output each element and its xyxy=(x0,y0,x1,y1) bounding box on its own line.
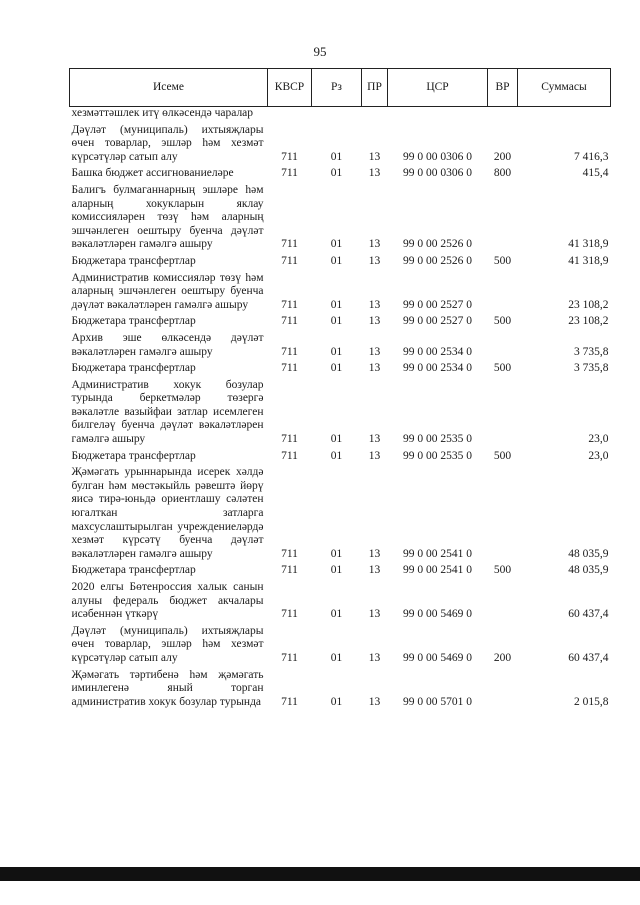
row-pr-cell: 13 xyxy=(368,238,381,251)
row-kvsr-cell: 711 xyxy=(281,564,298,577)
row-name-cell: Бюджетара трансфертлар xyxy=(71,254,196,267)
row-kvsr-cell: 711 xyxy=(281,345,298,358)
row-pr-cell: 13 xyxy=(368,608,381,621)
row-csr-cell: 99 0 00 0306 0 xyxy=(403,150,472,163)
header-sum: Суммасы xyxy=(518,69,611,107)
row-rz-cell: 01 xyxy=(330,651,343,664)
row-kvsr-cell: 711 xyxy=(281,651,298,664)
table-row xyxy=(70,332,611,362)
table-row xyxy=(70,124,611,168)
table-row xyxy=(70,315,611,332)
table-row xyxy=(70,184,611,255)
row-vr-cell xyxy=(488,466,518,564)
table-row xyxy=(70,564,611,581)
row-sum-cell: 23 108,2 xyxy=(568,298,609,311)
row-rz-cell: 01 xyxy=(330,167,343,180)
row-sum-cell: 3 735,8 xyxy=(574,345,609,358)
row-csr-cell: 99 0 00 2526 0 xyxy=(403,238,472,251)
row-vr-cell: 500 xyxy=(493,315,512,328)
table-row xyxy=(70,167,611,184)
row-csr-cell: 99 0 00 2534 0 xyxy=(403,362,472,375)
row-vr-cell: 500 xyxy=(493,449,512,462)
row-csr-cell: 99 0 00 2535 0 xyxy=(403,449,472,462)
row-sum-cell: 41 318,9 xyxy=(568,254,609,267)
row-csr-cell: 99 0 00 0306 0 xyxy=(403,167,472,180)
row-rz-cell: 01 xyxy=(330,345,343,358)
row-pr-cell: 13 xyxy=(368,362,381,375)
table-row xyxy=(70,466,611,564)
row-pr-cell: 13 xyxy=(368,547,381,560)
row-kvsr-cell: 711 xyxy=(281,362,298,375)
row-csr-cell: 99 0 00 2541 0 xyxy=(403,564,472,577)
row-kvsr-cell: 711 xyxy=(281,298,298,311)
table-row xyxy=(70,362,611,379)
row-sum-cell: 7 416,3 xyxy=(574,150,609,163)
row-rz-cell: 01 xyxy=(330,608,343,621)
row-vr-cell: 800 xyxy=(493,167,512,180)
table-row xyxy=(70,272,611,316)
row-kvsr-cell: 711 xyxy=(281,449,298,462)
header-csr: ЦСР xyxy=(388,69,488,107)
row-csr-cell xyxy=(388,107,488,124)
row-name-cell: Башка бюджет ассигнованиеләре xyxy=(71,167,234,180)
row-csr-cell: 99 0 00 5469 0 xyxy=(403,608,472,621)
row-sum-cell: 60 437,4 xyxy=(568,608,609,621)
header-kvsr: КВСР xyxy=(268,69,312,107)
row-name-cell: Административ комиссияләр төзү һәм аларның эшчәнлеген оештыру буенча дәүләт вәкаләтләрен гамәлгә ашыру xyxy=(71,271,264,311)
row-rz-cell: 01 xyxy=(330,315,343,328)
row-rz-cell: 01 xyxy=(330,564,343,577)
row-sum-cell: 3 735,8 xyxy=(574,362,609,375)
row-csr-cell: 99 0 00 2527 0 xyxy=(403,298,472,311)
row-kvsr-cell: 711 xyxy=(281,547,298,560)
row-sum-cell: 23,0 xyxy=(588,433,609,446)
row-kvsr-cell: 711 xyxy=(281,608,298,621)
row-pr-cell: 13 xyxy=(368,150,381,163)
row-csr-cell: 99 0 00 2526 0 xyxy=(403,254,472,267)
header-pr: ПР xyxy=(362,69,388,107)
row-vr-cell xyxy=(488,379,518,450)
row-vr-cell: 200 xyxy=(493,651,512,664)
row-kvsr-cell: 711 xyxy=(281,254,298,267)
row-sum-cell: 2 015,8 xyxy=(574,695,609,708)
row-csr-cell: 99 0 00 2527 0 xyxy=(403,315,472,328)
row-rz-cell: 01 xyxy=(330,547,343,560)
row-csr-cell: 99 0 00 5469 0 xyxy=(403,651,472,664)
row-sum-cell xyxy=(518,107,611,124)
row-name-cell: Дәүләт (муниципаль) ихтыяҗлары өчен товарлар, эшләр һәм хезмәт күрсәтүләр сатып алу xyxy=(71,123,264,163)
row-name-cell: Җәмәгать тәртибенә һәм җәмәгать иминлегенә яный торган административ хокук бозулар турында xyxy=(71,668,264,708)
row-name-cell: Административ хокук бозулар турында беркетмәләр төзергә вәкаләтле вазыйфаи затлар исемлеген билгеләү буенча дәүләт вәкаләтләрен гамәлгә ашыру xyxy=(71,378,264,446)
row-sum-cell: 415,4 xyxy=(582,167,609,180)
row-sum-cell: 60 437,4 xyxy=(568,651,609,664)
budget-table xyxy=(69,68,611,712)
row-rz-cell: 01 xyxy=(330,449,343,462)
table-header-row xyxy=(70,69,611,107)
row-pr-cell: 13 xyxy=(368,695,381,708)
row-kvsr-cell xyxy=(268,107,312,124)
row-vr-cell xyxy=(488,669,518,713)
row-csr-cell: 99 0 00 2534 0 xyxy=(403,345,472,358)
table-row xyxy=(70,255,611,272)
row-name-cell: 2020 елгы Бөтенроссия халык санын алуны федераль бюджет акчалары исәбеннән үткәрү xyxy=(71,581,264,621)
row-vr-cell xyxy=(488,581,518,625)
row-name-cell: хезмәттәшлек итү өлкәсендә чаралар xyxy=(71,107,254,119)
row-pr-cell xyxy=(362,107,388,124)
row-name-cell: Бюджетара трансфертлар xyxy=(71,362,196,375)
table-row xyxy=(70,581,611,625)
row-pr-cell: 13 xyxy=(368,564,381,577)
row-name-cell: Җәмәгать урыннарында исерек хәлдә булган һәм мөстәкыйль рәвештә йөрү яисә тирә-юньдә ориентлашу сәләтен югалткан затларга махсуслаштырылган учреждениеләрдә хезмәт күрсәтү буенча дәүләт вәкаләтләрен гамәлгә ашыру xyxy=(71,466,264,560)
header-rz: Рз xyxy=(312,69,362,107)
table-row xyxy=(70,625,611,669)
row-pr-cell: 13 xyxy=(368,345,381,358)
row-vr-cell xyxy=(488,332,518,362)
table-row xyxy=(70,379,611,450)
row-kvsr-cell: 711 xyxy=(281,695,298,708)
row-kvsr-cell: 711 xyxy=(281,315,298,328)
row-rz-cell: 01 xyxy=(330,254,343,267)
row-csr-cell: 99 0 00 5701 0 xyxy=(403,695,472,708)
row-name-cell: Бюджетара трансфертлар xyxy=(71,315,196,328)
row-vr-cell xyxy=(488,184,518,255)
row-kvsr-cell: 711 xyxy=(281,238,298,251)
row-rz-cell: 01 xyxy=(330,298,343,311)
row-pr-cell: 13 xyxy=(368,449,381,462)
header-name: Исеме xyxy=(70,69,268,107)
row-csr-cell: 99 0 00 2535 0 xyxy=(403,433,472,446)
row-vr-cell: 500 xyxy=(493,254,512,267)
header-vr: ВР xyxy=(488,69,518,107)
row-pr-cell: 13 xyxy=(368,254,381,267)
page-number: 95 xyxy=(313,44,327,59)
row-vr-cell: 500 xyxy=(493,564,512,577)
row-pr-cell: 13 xyxy=(368,651,381,664)
row-name-cell: Балигъ булмаганнарның эшләре һәм аларның хокукларын яклау комиссияләрен төзү һәм аларның эшчәнлеген оештыру буенча дәүләт вәкаләтләрен гамәлгә ашыру xyxy=(71,183,264,251)
row-sum-cell: 23,0 xyxy=(588,449,609,462)
table-row xyxy=(70,450,611,467)
row-sum-cell: 23 108,2 xyxy=(568,315,609,328)
row-name-cell: Дәүләт (муниципаль) ихтыяҗлары өчен товарлар, эшләр һәм хезмәт күрсәтүләр сатып алу xyxy=(71,624,264,664)
row-name-cell: Архив эше өлкәсендә дәүләт вәкаләтләрен гамәлгә ашыру xyxy=(71,331,264,358)
table-row xyxy=(70,107,611,124)
row-sum-cell: 48 035,9 xyxy=(568,564,609,577)
row-rz-cell: 01 xyxy=(330,433,343,446)
row-rz-cell xyxy=(312,107,362,124)
row-rz-cell: 01 xyxy=(330,695,343,708)
row-kvsr-cell: 711 xyxy=(281,433,298,446)
row-rz-cell: 01 xyxy=(330,238,343,251)
row-rz-cell: 01 xyxy=(330,362,343,375)
row-vr-cell xyxy=(488,272,518,316)
row-sum-cell: 48 035,9 xyxy=(568,547,609,560)
row-rz-cell: 01 xyxy=(330,150,343,163)
row-name-cell: Бюджетара трансфертлар xyxy=(71,449,196,462)
row-vr-cell: 500 xyxy=(493,362,512,375)
row-pr-cell: 13 xyxy=(368,315,381,328)
scan-edge-bar xyxy=(0,867,640,881)
row-kvsr-cell: 711 xyxy=(281,167,298,180)
row-csr-cell: 99 0 00 2541 0 xyxy=(403,547,472,560)
table-row xyxy=(70,669,611,713)
row-kvsr-cell: 711 xyxy=(281,150,298,163)
row-pr-cell: 13 xyxy=(368,298,381,311)
row-vr-cell: 200 xyxy=(493,150,512,163)
row-pr-cell: 13 xyxy=(368,167,381,180)
row-vr-cell xyxy=(488,107,518,124)
row-sum-cell: 41 318,9 xyxy=(568,238,609,251)
row-pr-cell: 13 xyxy=(368,433,381,446)
row-name-cell: Бюджетара трансфертлар xyxy=(71,564,196,577)
